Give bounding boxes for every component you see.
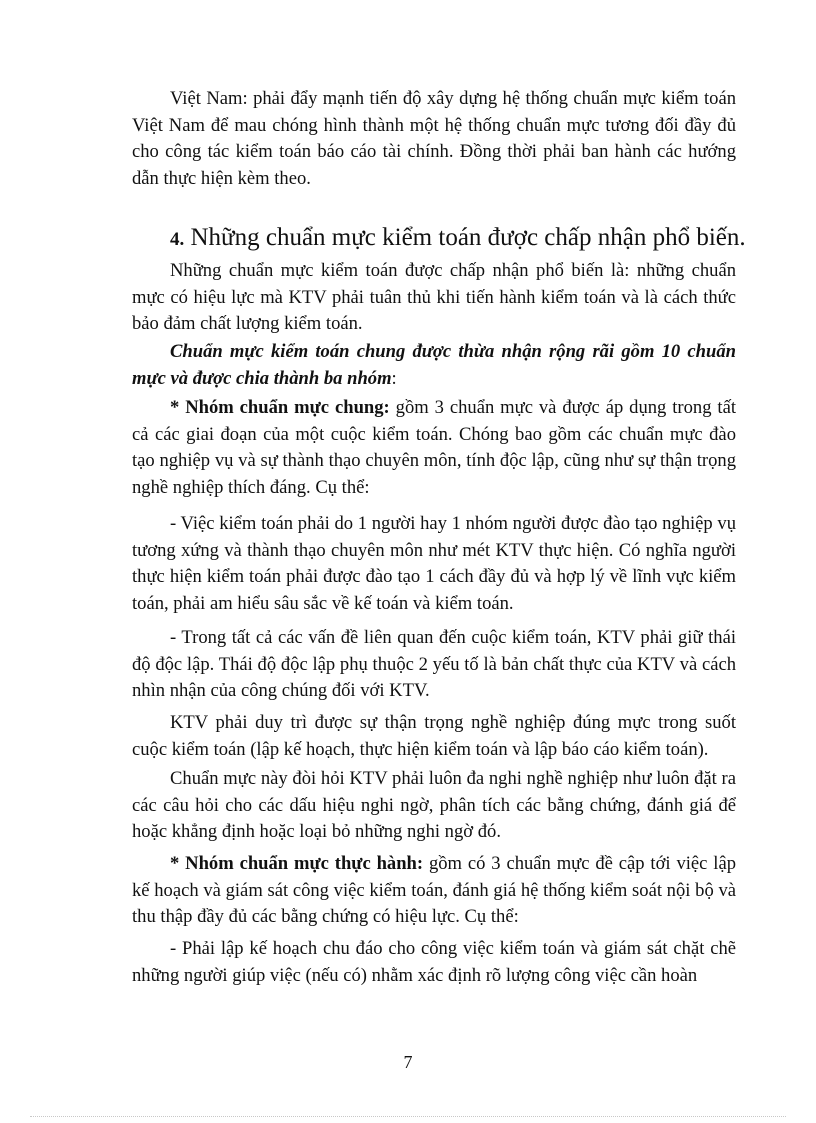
- paragraph-group-fieldwork: [132, 851, 736, 931]
- paragraph-general-standards: [132, 339, 736, 392]
- bullet-independence: - Trong tất cả các vấn đề liên quan đến cuộc kiểm toán, KTV phải giữ thái độ độc lập. Thái độ độc lập phụ thuộc 2 yếu tố là bản chất thực của KTV và cách nhìn nhận của công chúng đối với KTV.: [132, 627, 736, 702]
- section-heading: [170, 222, 770, 256]
- paragraph-group-general: [132, 395, 736, 502]
- group-general-label: * Nhóm chuẩn mực chung:: [170, 397, 390, 418]
- group-fieldwork-text: gồm có 3 chuẩn mực đề cập tới việc lập kế hoạch và giám sát công việc kiểm toán, đánh giá hệ thống kiểm soát nội bộ và thu thập đầy đủ các bằng chứng có hiệu lực. Cụ thể:: [132, 853, 736, 928]
- bullet-training: - Việc kiểm toán phải do 1 người hay 1 nhóm người được đào tạo nghiệp vụ tương xứng và thành thạo chuyên môn như mét KTV thực hiện. Có nghĩa người thực hiện kiểm toán phải được đào tạo 1 cách đầy đủ và hợp lý về lĩnh vực kiểm toán, phải am hiểu sâu sắc về kế toán và kiểm toán.: [132, 513, 736, 615]
- group-general-text: gồm 3 chuẩn mực và được áp dụng trong tất cả các giai đoạn của một cuộc kiểm toán. Chóng bao gồm các chuẩn mực đào tạo nghiệp vụ và sự thành thạo chuyên môn, tính độc lập, cũng như sự thận trọng nghề nghiệp thích đáng. Cụ thể:: [132, 397, 737, 499]
- page-number: 7: [403, 1052, 413, 1072]
- footer-divider: [30, 1116, 786, 1117]
- paragraph-due-care: KTV phải duy trì được sự thận trọng nghề nghiệp đúng mực trong suốt cuộc kiểm toán (lập kế hoạch, thực hiện kiểm toán và lập báo cáo kiểm toán).: [132, 712, 736, 760]
- general-standards-emphasis: Chuẩn mực kiểm toán chung được thừa nhận rộng rãi gồm 10 chuẩn mực và được chia thành ba nhóm: [132, 341, 736, 389]
- section-heading-number: 4.: [170, 229, 185, 250]
- paragraph-intro: Việt Nam: phải đẩy mạnh tiến độ xây dựng hệ thống chuẩn mực kiểm toán Việt Nam để mau chóng hình thành một hệ thống chuẩn mực tương đối đầy đủ cho công tác kiểm toán báo cáo tài chính. Đồng thời phải ban hành các hướng dẫn thực hiện kèm theo.: [132, 88, 736, 190]
- paragraph-definition: Những chuẩn mực kiểm toán được chấp nhận phổ biến là: những chuẩn mực có hiệu lực mà KTV phải tuân thủ khi tiến hành kiểm toán và là cách thức bảo đảm chất lượng kiểm toán.: [132, 260, 736, 335]
- paragraph-skepticism: Chuẩn mực này đòi hỏi KTV phải luôn đa nghi nghề nghiệp như luôn đặt ra các câu hỏi cho các dấu hiệu nghi ngờ, phân tích các bằng chứng, đánh giá để hoặc khẳng định hoặc loại bỏ những nghi ngờ đó.: [132, 768, 736, 843]
- general-standards-colon: :: [391, 367, 397, 389]
- bullet-planning: - Phải lập kế hoạch chu đáo cho công việc kiểm toán và giám sát chặt chẽ những người giúp việc (nếu có) nhằm xác định rõ lượng công việc cần hoàn: [132, 938, 736, 986]
- group-fieldwork-label: * Nhóm chuẩn mực thực hành:: [170, 853, 424, 874]
- section-heading-text: Những chuẩn mực kiểm toán được chấp nhận phổ biến.: [184, 224, 746, 251]
